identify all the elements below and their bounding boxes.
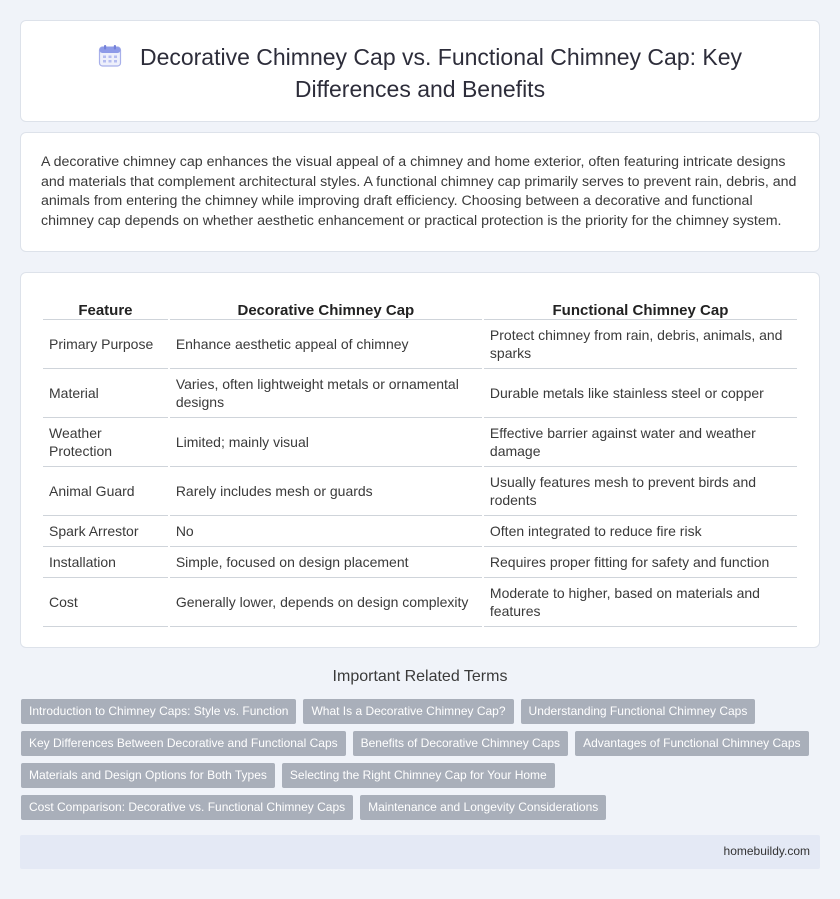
table-cell: Material [43, 369, 168, 418]
table-cell: Usually features mesh to prevent birds and rodents [484, 467, 797, 516]
table-cell: Weather Protection [43, 418, 168, 467]
table-cell: Enhance aesthetic appeal of chimney [170, 320, 482, 369]
title-card [20, 20, 820, 122]
table-cell: Moderate to higher, based on materials and features [484, 578, 797, 627]
table-cell: Cost [43, 578, 168, 627]
related-term-tag[interactable]: Cost Comparison: Decorative vs. Functional Chimney Caps [21, 795, 353, 820]
title-line-2: Differences and Benefits [294, 76, 546, 102]
table-cell: Limited; mainly visual [170, 418, 482, 467]
header-feature: Feature [43, 294, 168, 320]
table-cell: Protect chimney from rain, debris, animals, and sparks [484, 320, 797, 369]
related-terms-list [21, 699, 821, 827]
related-term-tag[interactable]: Selecting the Right Chimney Cap for Your Home [282, 763, 555, 788]
footer [20, 835, 820, 869]
comparison-table-card [20, 272, 820, 648]
header-functional: Functional Chimney Cap [484, 294, 797, 320]
table-cell: No [170, 516, 482, 547]
page-title [21, 43, 819, 104]
table-header-row [43, 294, 797, 320]
table-cell: Spark Arrestor [43, 516, 168, 547]
table-cell: Rarely includes mesh or guards [170, 467, 482, 516]
related-term-tag[interactable]: Benefits of Decorative Chimney Caps [353, 731, 568, 756]
table-cell: Simple, focused on design placement [170, 547, 482, 578]
footer-site-link[interactable]: homebuildy.com [723, 844, 810, 858]
table-row [43, 320, 797, 369]
related-term-tag[interactable]: Key Differences Between Decorative and Functional Caps [21, 731, 346, 756]
table-cell: Animal Guard [43, 467, 168, 516]
table-cell: Requires proper fitting for safety and function [484, 547, 797, 578]
table-cell: Often integrated to reduce fire risk [484, 516, 797, 547]
comparison-table [41, 294, 799, 627]
table-row [43, 369, 797, 418]
intro-card [20, 132, 820, 252]
title-line-1: Decorative Chimney Cap vs. Functional Chimney Cap: Key [139, 44, 743, 70]
table-row [43, 578, 797, 627]
related-term-tag[interactable]: Maintenance and Longevity Considerations [360, 795, 606, 820]
table-cell: Primary Purpose [43, 320, 168, 369]
related-term-tag[interactable]: Understanding Functional Chimney Caps [521, 699, 756, 724]
calendar-icon [98, 44, 122, 75]
table-row [43, 547, 797, 578]
header-decorative: Decorative Chimney Cap [170, 294, 482, 320]
table-cell: Varies, often lightweight metals or ornamental designs [170, 369, 482, 418]
table-cell: Durable metals like stainless steel or copper [484, 369, 797, 418]
intro-paragraph: A decorative chimney cap enhances the visual appeal of a chimney and home exterior, often featuring intricate designs and materials that complement architectural styles. A functional chimney cap primarily serves to prevent rain, debris, and animals from entering the chimney while improving draft efficiency. Choosing between a decorative and functional chimney cap depends on whether aesthetic enhancement or practical protection is the priority for the chimney system. [41, 154, 797, 229]
related-term-tag[interactable]: What Is a Decorative Chimney Cap? [303, 699, 513, 724]
table-row [43, 467, 797, 516]
table-row [43, 516, 797, 547]
related-term-tag[interactable]: Introduction to Chimney Caps: Style vs. Function [21, 699, 296, 724]
table-cell: Installation [43, 547, 168, 578]
related-term-tag[interactable]: Materials and Design Options for Both Types [21, 763, 275, 788]
related-terms-heading: Important Related Terms [332, 668, 508, 685]
table-row [43, 418, 797, 467]
table-cell: Effective barrier against water and weather damage [484, 418, 797, 467]
related-term-tag[interactable]: Advantages of Functional Chimney Caps [575, 731, 808, 756]
table-cell: Generally lower, depends on design complexity [170, 578, 482, 627]
